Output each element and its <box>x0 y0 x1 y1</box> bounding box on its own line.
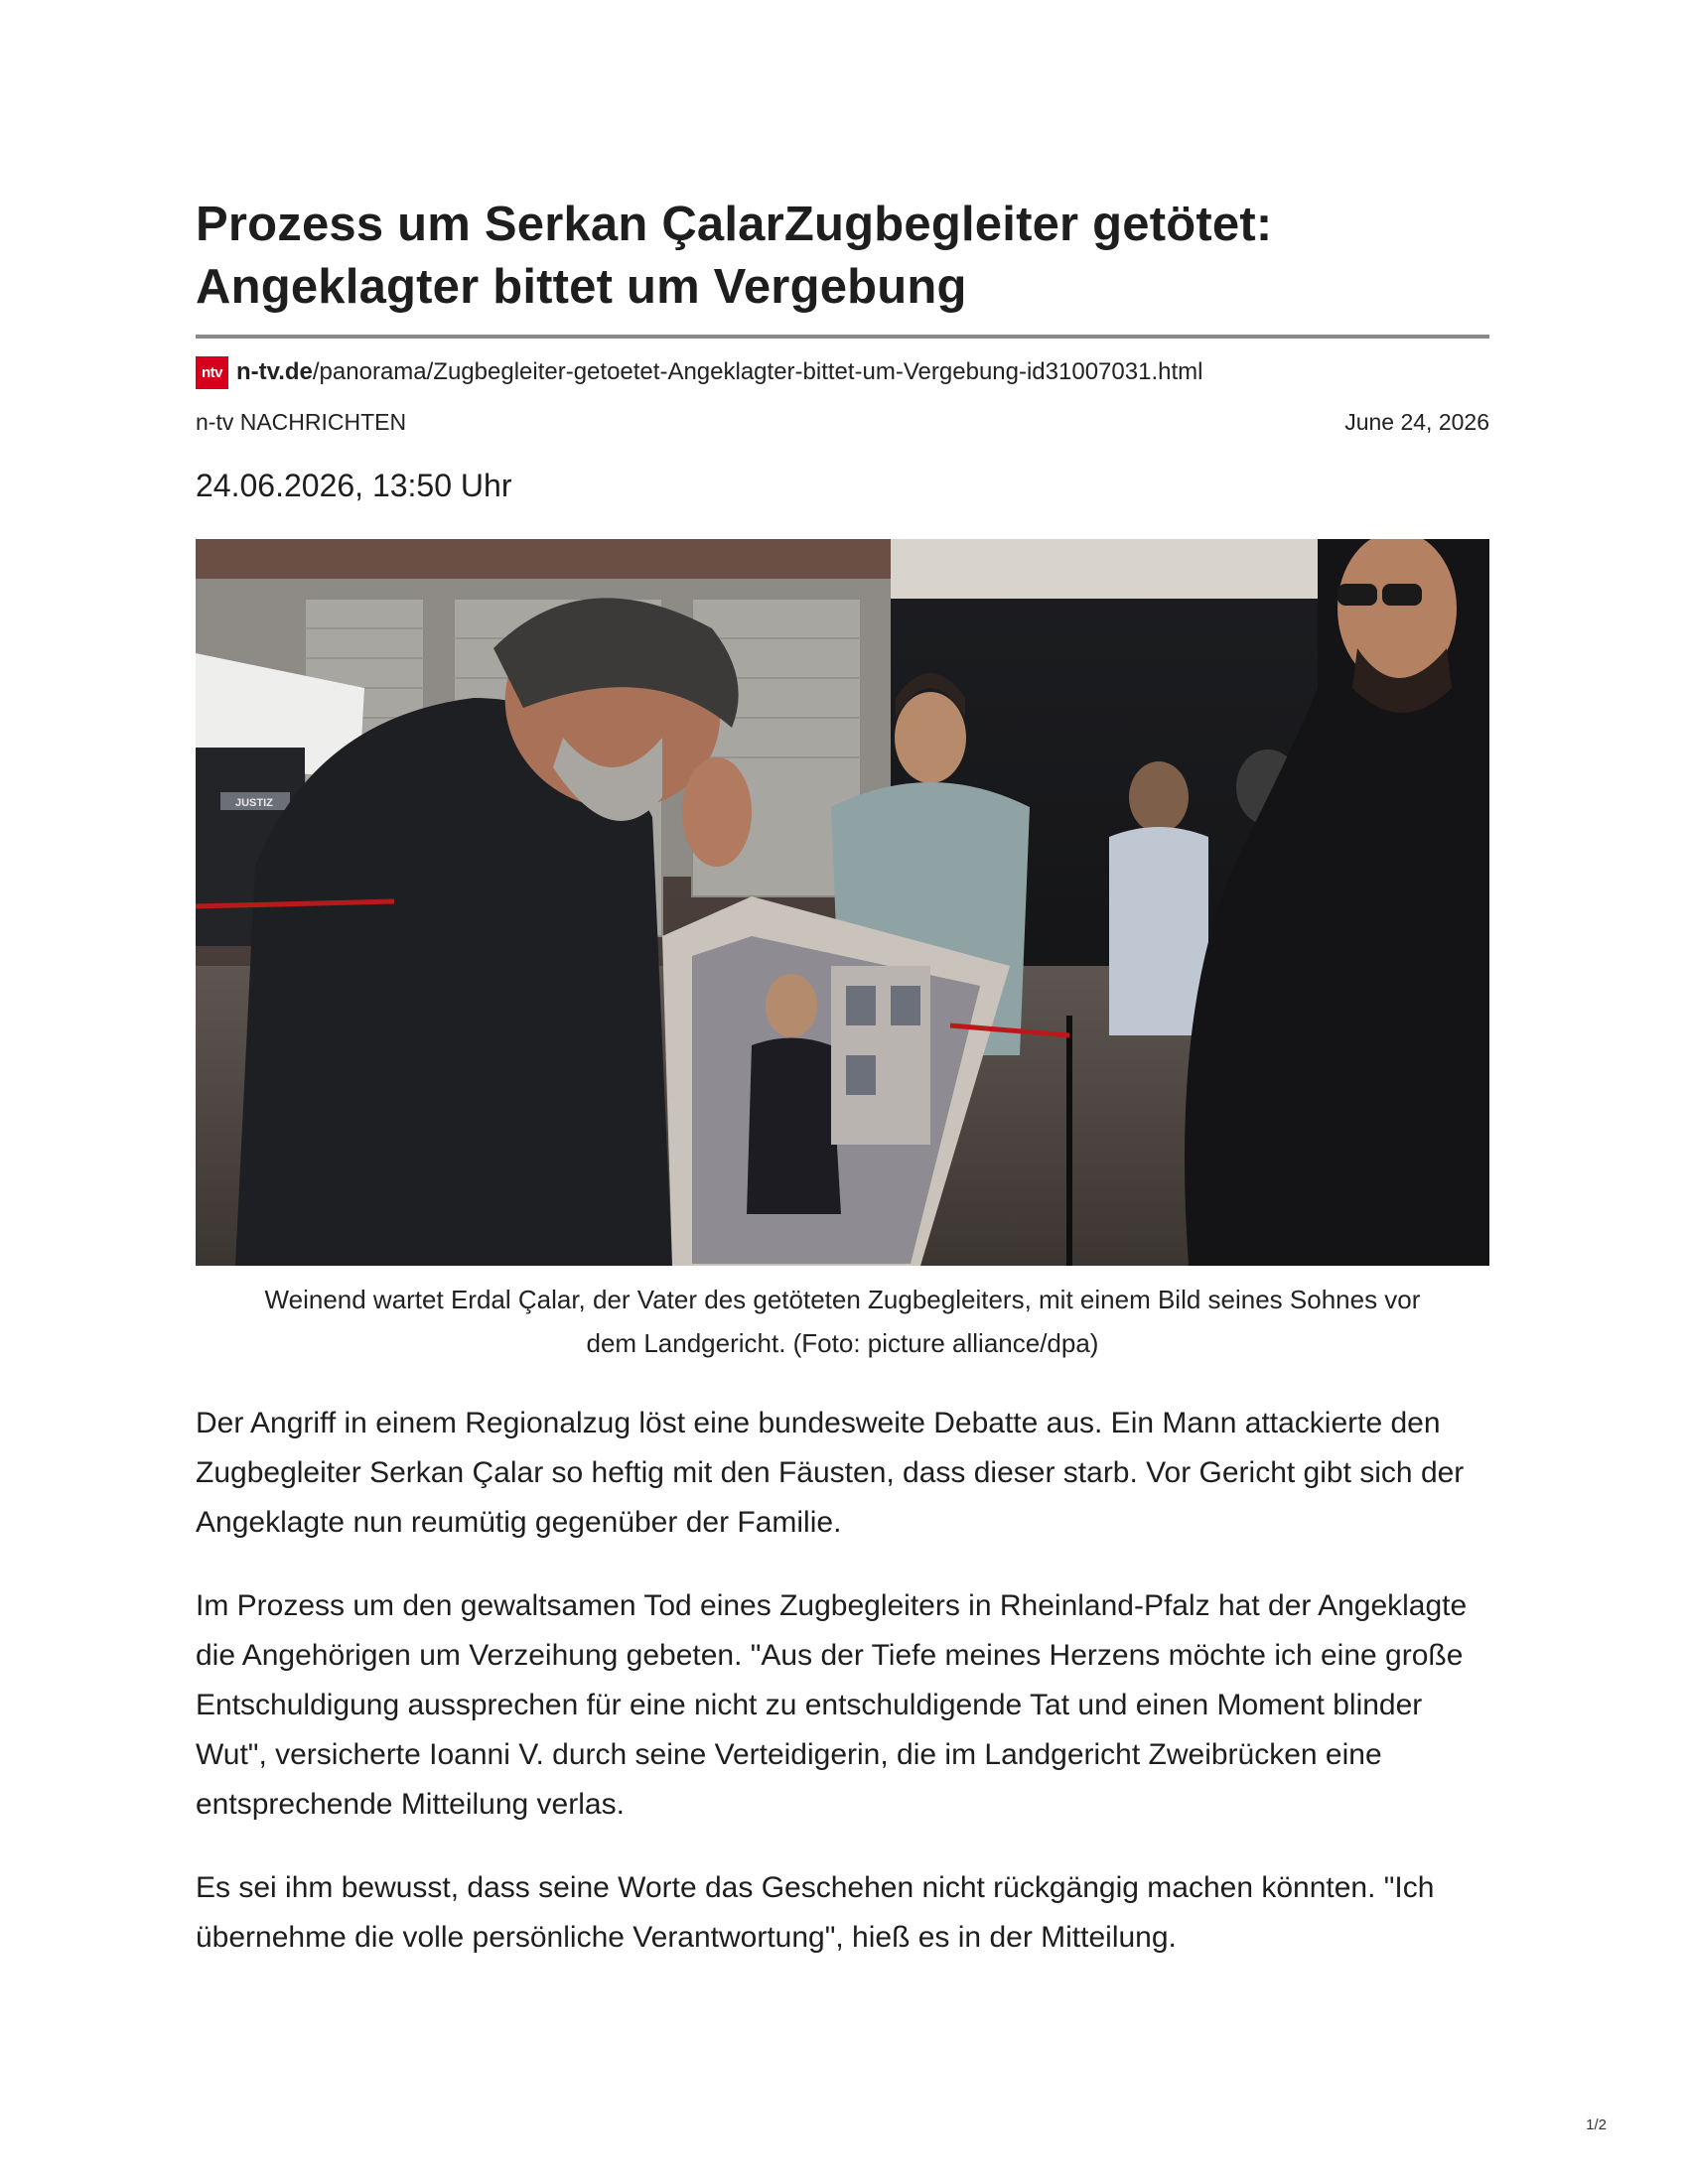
ntv-logo-icon <box>196 356 228 389</box>
photo-illustration <box>196 539 1489 1266</box>
source-domain: n-tv.de <box>236 358 313 385</box>
article-dateline: 24.06.2026, 13:50 Uhr <box>196 468 512 503</box>
logo-text: ntv <box>202 363 222 381</box>
caption-line-2: dem Landgericht. (Foto: picture alliance/dpa) <box>586 1328 1099 1358</box>
photo-caption <box>196 1278 1489 1365</box>
caption-line-1: Weinend wartet Erdal Çalar, der Vater des getöteten Zugbegleiters, mit einem Bild seines Sohnes vor <box>264 1285 1421 1314</box>
article <box>196 194 1489 1963</box>
meta-row <box>196 409 1489 436</box>
source-path: /panorama/Zugbegleiter-getoetet-Angeklagter-bittet-um-Vergebung-id31007031.html <box>312 358 1203 385</box>
headline-line-2: Angeklagter bittet um Vergebung <box>196 260 967 314</box>
headline-divider <box>196 335 1489 339</box>
article-headline <box>196 194 1489 319</box>
article-lead: Der Angriff in einem Regionalzug löst eine bundesweite Debatte aus. Ein Mann attackierte den Zugbegleiter Serkan Çalar so heftig mit den Fäusten, dass dieser starb. Vor Gericht gibt sich der Angeklagte nun reumütig gegenüber der Familie. <box>196 1407 1465 1539</box>
photo-vest-label: JUSTIZ <box>235 797 273 809</box>
article-paragraph: Es sei ihm bewusst, dass seine Worte das Geschehen nicht rückgängig machen könnten. "Ich übernehme die volle persönliche Verantwortung", hieß es in der Mitteilung. <box>196 1871 1435 1954</box>
publisher-name: n-tv NACHRICHTEN <box>196 409 407 435</box>
publish-date: June 24, 2026 <box>1344 409 1489 435</box>
article-paragraph: Im Prozess um den gewaltsamen Tod eines Zugbegleiters in Rheinland-Pfalz hat der Angeklagte die Angehörigen um Verzeihung gebeten. "Aus der Tiefe meines Herzens möchte ich eine große Entschuldigung aussprechen für eine nicht zu entschuldigende Tat und einen Moment blinder Wut", versicherte Ioanni V. durch seine Verteidigerin, die im Landgericht Zweibrücken eine entsprechende Mitteilung verlas. <box>196 1589 1468 1821</box>
article-photo <box>196 539 1489 1266</box>
source-link[interactable] <box>196 355 1489 389</box>
page-number: 1/2 <box>1586 2116 1607 2133</box>
headline-line-1: Prozess um Serkan ÇalarZugbegleiter getötet: <box>196 198 1273 251</box>
